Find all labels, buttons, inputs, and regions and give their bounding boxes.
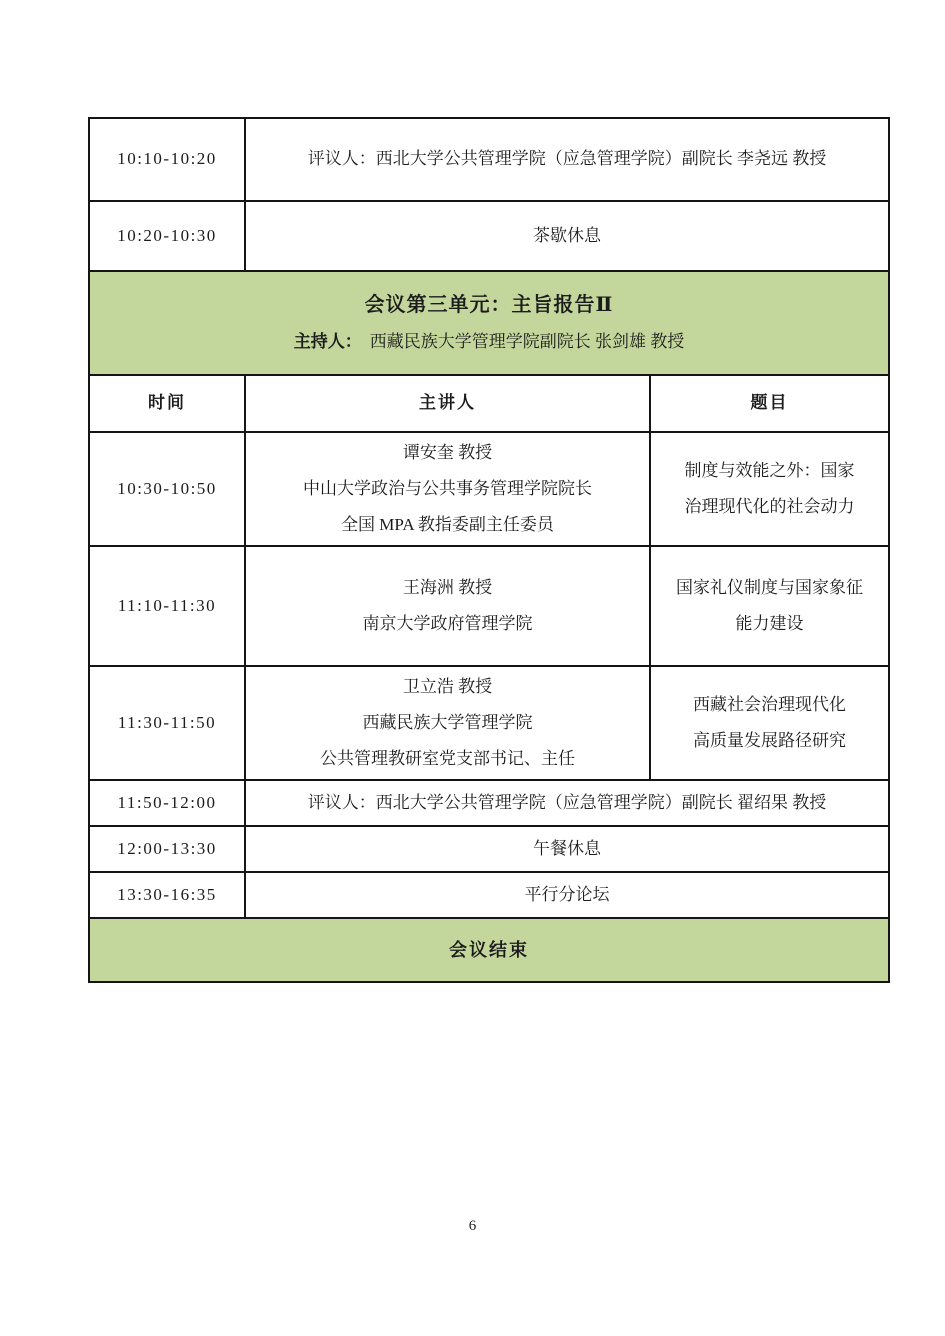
speaker-line: 王海洲 教授 <box>402 578 493 597</box>
end-banner-cell: 会议结束 <box>89 918 889 982</box>
table-row <box>89 872 889 918</box>
section-host-line <box>96 330 882 355</box>
table-row <box>89 666 889 780</box>
topic-cell <box>650 666 889 780</box>
lunch-cell: 午餐休息 <box>245 826 889 872</box>
speaker-line: 卫立浩 教授 <box>402 677 493 696</box>
topic-line: 高质量发展路径研究 <box>693 731 846 750</box>
end-banner-row <box>89 918 889 982</box>
time-cell: 11:30-11:50 <box>89 666 245 780</box>
section-banner-cell <box>89 271 889 375</box>
header-time: 时间 <box>89 375 245 432</box>
header-speaker: 主讲人 <box>245 375 650 432</box>
parallel-forum-cell: 平行分论坛 <box>245 872 889 918</box>
host-value: 西藏民族大学管理学院副院长 张剑雄 教授 <box>369 332 685 352</box>
table-row <box>89 826 889 872</box>
agenda-table <box>88 117 890 983</box>
speaker-line: 西藏民族大学管理学院 <box>362 713 533 732</box>
section-title: 会议第三单元：主旨报告Ⅱ <box>364 294 614 317</box>
discussant-cell: 评议人：西北大学公共管理学院（应急管理学院）副院长 李尧远 教授 <box>245 118 889 201</box>
time-cell: 11:50-12:00 <box>89 780 245 826</box>
header-topic: 题目 <box>650 375 889 432</box>
page-number: 6 <box>468 1218 477 1234</box>
topic-line: 国家礼仪制度与国家象征 <box>676 578 863 597</box>
topic-line: 治理现代化的社会动力 <box>684 497 855 516</box>
speaker-line: 中山大学政治与公共事务管理学院院长 <box>303 479 592 498</box>
speaker-line: 全国 MPA 教指委副主任委员 <box>341 515 554 534</box>
time-cell: 10:20-10:30 <box>89 201 245 271</box>
speaker-line: 公共管理教研室党支部书记、主任 <box>320 749 575 768</box>
break-cell: 茶歇休息 <box>245 201 889 271</box>
header-row <box>89 375 889 432</box>
speaker-line: 谭安奎 教授 <box>402 443 493 462</box>
table-row <box>89 118 889 201</box>
table-row <box>89 546 889 666</box>
host-label: 主持人： <box>293 332 362 352</box>
table-row <box>89 780 889 826</box>
time-cell: 10:10-10:20 <box>89 118 245 201</box>
speaker-cell <box>245 546 650 666</box>
table-row <box>89 432 889 546</box>
time-cell: 11:10-11:30 <box>89 546 245 666</box>
table-row <box>89 201 889 271</box>
topic-line: 制度与效能之外：国家 <box>684 461 855 480</box>
section-banner-row <box>89 271 889 375</box>
discussant-cell: 评议人：西北大学公共管理学院（应急管理学院）副院长 翟绍果 教授 <box>245 780 889 826</box>
topic-cell <box>650 546 889 666</box>
time-cell: 12:00-13:30 <box>89 826 245 872</box>
time-cell: 13:30-16:35 <box>89 872 245 918</box>
topic-cell <box>650 432 889 546</box>
speaker-cell <box>245 432 650 546</box>
speaker-line: 南京大学政府管理学院 <box>362 614 533 633</box>
topic-line: 西藏社会治理现代化 <box>693 695 846 714</box>
time-cell: 10:30-10:50 <box>89 432 245 546</box>
speaker-cell <box>245 666 650 780</box>
topic-line: 能力建设 <box>735 614 804 633</box>
